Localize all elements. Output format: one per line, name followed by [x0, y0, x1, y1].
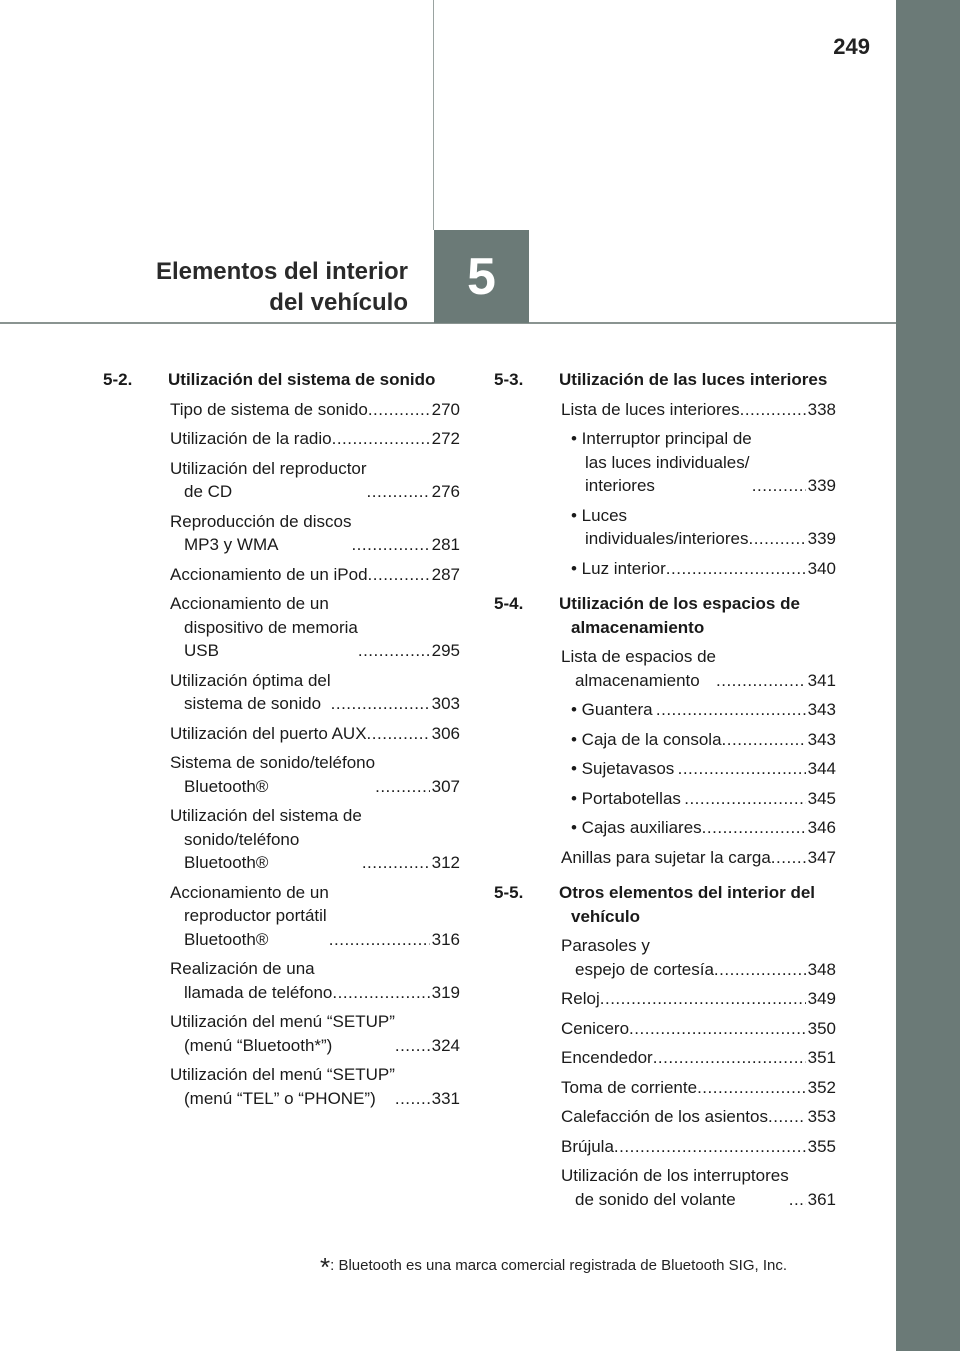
- toc-entry[interactable]: [170, 957, 460, 1004]
- dot-leader: [368, 563, 430, 587]
- toc-left-column: [103, 368, 460, 1116]
- toc-entry-title: Toma de corriente: [561, 1077, 698, 1097]
- toc-entry-page: 343: [807, 729, 836, 749]
- toc-entry-title: Reproducción de discos MP3 y WMA: [170, 511, 352, 554]
- dot-leader: [771, 846, 806, 870]
- toc-entry-page: 355: [807, 1136, 836, 1156]
- toc-entry-page: 353: [807, 1107, 836, 1126]
- dot-leader: [358, 639, 430, 663]
- footnote-text: : Bluetooth es una marca comercial registrada de Bluetooth SIG, Inc.: [330, 1257, 788, 1274]
- toc-entry[interactable]: [170, 881, 460, 952]
- dot-leader: [656, 698, 806, 722]
- toc-entry-page: 306: [431, 723, 460, 743]
- toc-entry[interactable]: [170, 1010, 460, 1057]
- toc-entry[interactable]: [170, 1063, 460, 1110]
- toc-entry-page: 343: [807, 700, 836, 719]
- toc-entry[interactable]: [571, 728, 836, 752]
- toc-entry-page: 340: [807, 558, 836, 578]
- toc-entry-page: 331: [431, 1088, 460, 1108]
- dot-leader: [716, 669, 806, 693]
- chapter-title-line1: Elementos del interior: [155, 258, 408, 285]
- toc-entry-page: 348: [807, 959, 836, 979]
- toc-entry-page: 350: [807, 1018, 836, 1038]
- section-spacer: [494, 1217, 836, 1223]
- toc-entry-page: 319: [431, 982, 460, 1002]
- dot-leader: [600, 987, 806, 1011]
- toc-entry-title: Cenicero: [561, 1018, 630, 1038]
- toc-entry-page: 281: [431, 535, 460, 554]
- toc-entry-title: Utilización de la radio: [170, 429, 332, 448]
- toc-entry-page: 307: [431, 776, 460, 796]
- dot-leader: [684, 787, 805, 811]
- toc-section-heading: [494, 368, 836, 392]
- toc-entry-title: Sistema de sonido/teléfono Bluetooth®: [170, 753, 376, 796]
- chapter-title-line2: del vehículo: [269, 289, 408, 316]
- toc-entry[interactable]: [571, 557, 836, 581]
- toc-entry-title: Utilización del menú “SETUP” (menú “Bluetooth*”): [170, 1012, 395, 1055]
- section-number: 5-3.: [494, 370, 524, 389]
- toc-entry[interactable]: [561, 1135, 836, 1159]
- dot-leader: [789, 1188, 806, 1212]
- toc-entry-title: • Guantera: [571, 700, 653, 719]
- toc-entry[interactable]: [170, 427, 460, 451]
- toc-entry-title: • Cajas auxiliares: [571, 818, 702, 837]
- toc-entry[interactable]: [561, 1046, 836, 1070]
- chapter-title: [156, 256, 408, 318]
- toc-entry-page: 339: [807, 529, 836, 548]
- toc-entry-title: Utilización de los interruptores de sonido del volante: [561, 1166, 789, 1209]
- toc-entry[interactable]: [561, 1105, 836, 1129]
- dot-leader: [367, 480, 430, 504]
- toc-entry[interactable]: [561, 1076, 836, 1100]
- dot-leader: [368, 398, 430, 422]
- toc-entry-title: • Interruptor principal de las luces individuales/ interiores: [571, 429, 752, 495]
- dot-leader: [362, 851, 430, 875]
- toc-entry-page: 270: [431, 399, 460, 419]
- toc-entry-page: 312: [431, 853, 460, 872]
- dot-leader: [768, 1105, 806, 1129]
- section-title: Utilización de los espacios de almacenamiento: [559, 594, 800, 637]
- dot-leader: [375, 775, 430, 799]
- toc-entry-title: Utilización del menú “SETUP” (menú “TEL” o “PHONE”): [170, 1065, 395, 1108]
- dot-leader: [395, 1087, 430, 1111]
- dot-leader: [331, 692, 430, 716]
- toc-entry-page: 316: [431, 929, 460, 949]
- dot-leader: [752, 474, 806, 498]
- toc-entry-page: 346: [807, 818, 836, 837]
- toc-entry[interactable]: [571, 787, 836, 811]
- toc-entry-title: Reloj: [561, 989, 600, 1008]
- toc-entry-title: Accionamiento de un reproductor portátil Bluetooth®: [170, 882, 329, 949]
- toc-entry-list: [103, 398, 460, 1111]
- toc-entry-title: Lista de luces interiores: [561, 399, 740, 419]
- toc-entry-title: • Luz interior: [571, 558, 666, 578]
- toc-section-heading: [494, 592, 836, 639]
- dot-leader: [702, 816, 806, 840]
- toc-entry[interactable]: [571, 816, 836, 840]
- toc-entry-title: Tipo de sistema de sonido: [170, 399, 368, 419]
- toc-entry-title: Utilización del reproductor de CD: [170, 458, 367, 501]
- toc-entry[interactable]: [170, 751, 460, 798]
- toc-entry-page: 347: [807, 847, 836, 867]
- toc-entry-page: 344: [807, 759, 836, 778]
- toc-entry-title: Utilización del sistema de sonido/teléfono Bluetooth®: [170, 806, 362, 872]
- header-vertical-rule: [433, 0, 434, 230]
- toc-entry-page: 287: [431, 564, 460, 584]
- dot-leader: [653, 1046, 806, 1070]
- dot-leader: [629, 1017, 806, 1041]
- toc-entry-title: • Luces individuales/interiores: [571, 505, 749, 548]
- toc-entry[interactable]: [571, 427, 836, 498]
- toc-entry-page: 272: [431, 429, 460, 448]
- toc-entry-page: 345: [807, 788, 836, 808]
- section-number: 5-2.: [103, 370, 133, 389]
- toc-entry-title: Parasoles y espejo de cortesía: [561, 936, 714, 979]
- toc-right-column: [494, 368, 836, 1223]
- toc-entry-title: • Sujetavasos: [571, 759, 675, 778]
- dot-leader: [329, 928, 430, 952]
- dot-leader: [367, 722, 430, 746]
- toc-entry[interactable]: [170, 457, 460, 504]
- toc-entry[interactable]: [170, 398, 460, 422]
- toc-entry-title: Brújula: [561, 1136, 614, 1156]
- section-title: Utilización de las luces interiores: [559, 370, 828, 389]
- dot-leader: [697, 1076, 806, 1100]
- toc-entry-page: 295: [431, 641, 460, 660]
- toc-entry[interactable]: [170, 592, 460, 663]
- toc-entry[interactable]: [571, 698, 836, 722]
- footnote: [320, 1252, 787, 1283]
- dot-leader: [678, 757, 806, 781]
- section-number: 5-4.: [494, 594, 524, 613]
- toc-entry[interactable]: [561, 934, 836, 981]
- toc-entry[interactable]: [561, 846, 836, 870]
- section-title: Utilización del sistema de sonido: [168, 370, 436, 389]
- toc-entry-title: Utilización del puerto AUX: [170, 723, 367, 743]
- dot-leader: [666, 557, 806, 581]
- toc-entry[interactable]: [170, 722, 460, 746]
- toc-entry-title: • Portabotellas: [571, 788, 681, 808]
- dot-leader: [395, 1034, 430, 1058]
- toc-entry[interactable]: [170, 669, 460, 716]
- toc-entry-page: 338: [807, 399, 836, 419]
- toc-entry-page: 341: [807, 670, 836, 690]
- dot-leader: [722, 728, 806, 752]
- toc-entry-page: 349: [807, 989, 836, 1008]
- toc-entry-title: Lista de espacios de almacenamiento: [561, 647, 716, 690]
- toc-entry-page: 352: [807, 1077, 836, 1097]
- dot-leader: [614, 1135, 806, 1159]
- toc-entry[interactable]: [571, 504, 836, 551]
- toc-entry-title: Accionamiento de un iPod: [170, 564, 368, 584]
- footnote-mark: *: [320, 1252, 331, 1282]
- dot-leader: [714, 958, 806, 982]
- toc-entry-title: Anillas para sujetar la carga: [561, 847, 771, 867]
- toc-entry[interactable]: [170, 510, 460, 557]
- section-title: Otros elementos del interior del vehículo: [559, 883, 816, 926]
- toc-entry-title: Calefacción de los asientos: [561, 1107, 768, 1126]
- chapter-side-tab: [896, 0, 960, 1351]
- toc-entry[interactable]: [561, 398, 836, 422]
- page-number: 249: [833, 34, 870, 59]
- toc-entry-page: 324: [431, 1035, 460, 1055]
- dot-leader: [332, 427, 430, 451]
- toc-entry-page: 303: [431, 694, 460, 713]
- toc-entry-page: 351: [807, 1048, 836, 1067]
- toc-entry[interactable]: [561, 987, 836, 1011]
- toc-entry-title: Realización de una llamada de teléfono: [170, 959, 333, 1002]
- toc-entry[interactable]: [170, 563, 460, 587]
- toc-entry-page: 361: [807, 1189, 836, 1209]
- dot-leader: [332, 981, 429, 1005]
- toc-entry-title: • Caja de la consola: [571, 729, 722, 749]
- dot-leader: [351, 533, 429, 557]
- toc-entry-title: Utilización óptima del sistema de sonido: [170, 670, 331, 713]
- toc-entry[interactable]: [561, 645, 836, 692]
- dot-leader: [740, 398, 806, 422]
- toc-section-heading: [103, 368, 460, 392]
- toc-entry-page: 276: [431, 482, 460, 501]
- toc-entry[interactable]: [571, 757, 836, 781]
- toc-entry[interactable]: [561, 1017, 836, 1041]
- toc-entry-title: Encendedor: [561, 1048, 653, 1067]
- toc-entry[interactable]: [170, 804, 460, 875]
- dot-leader: [748, 527, 805, 551]
- toc-entry[interactable]: [561, 1164, 836, 1211]
- toc-section-heading: [494, 881, 836, 928]
- chapter-number: 5: [434, 230, 529, 323]
- toc-entry-page: 339: [807, 476, 836, 495]
- toc-entry-title: Accionamiento de un dispositivo de memoria USB: [170, 594, 358, 660]
- section-number: 5-5.: [494, 883, 524, 902]
